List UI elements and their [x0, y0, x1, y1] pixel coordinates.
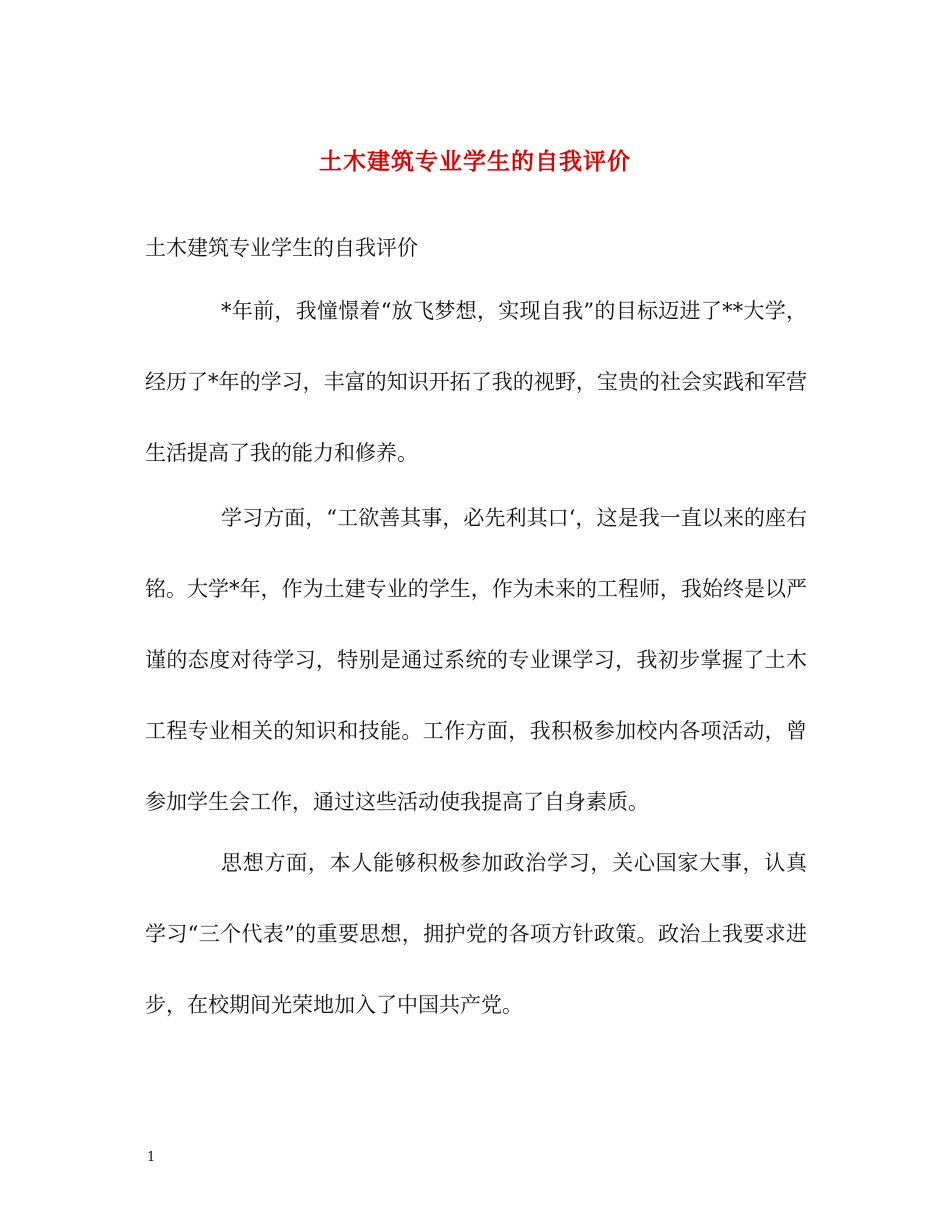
document-subtitle: 土木建筑专业学生的自我评价	[145, 236, 418, 260]
paragraph-study-work: 学习方面，“工欲善其事，必先利其口‘，这是我一直以来的座右铭。大学*年，作为土建专业的学生，作为未来的工程师，我始终是以严谨的态度对待学习，特别是通过系统的专业课学习，我初步掌握了土木工程专业相关的知识和技能。工作方面，我积极参加校内各项活动，曾参加学生会工作，通过这些活动使我提高了自身素质。	[145, 506, 807, 814]
paragraph-intro: *年前，我憧憬着“放飞梦想，实现自我”的目标迈进了**大学，经历了*年的学习，丰富的知识开拓了我的视野，宝贵的社会实践和军营生活提高了我的能力和修养。	[145, 299, 807, 465]
paragraph-ideology: 思想方面，本人能够积极参加政治学习，关心国家大事，认真学习“三个代表”的重要思想，拥护党的各项方针政策。政治上我要求进步，在校期间光荣地加入了中国共产党。	[145, 851, 807, 1017]
page-number: 1	[147, 1150, 156, 1165]
document-title: 土木建筑专业学生的自我评价	[319, 148, 631, 175]
